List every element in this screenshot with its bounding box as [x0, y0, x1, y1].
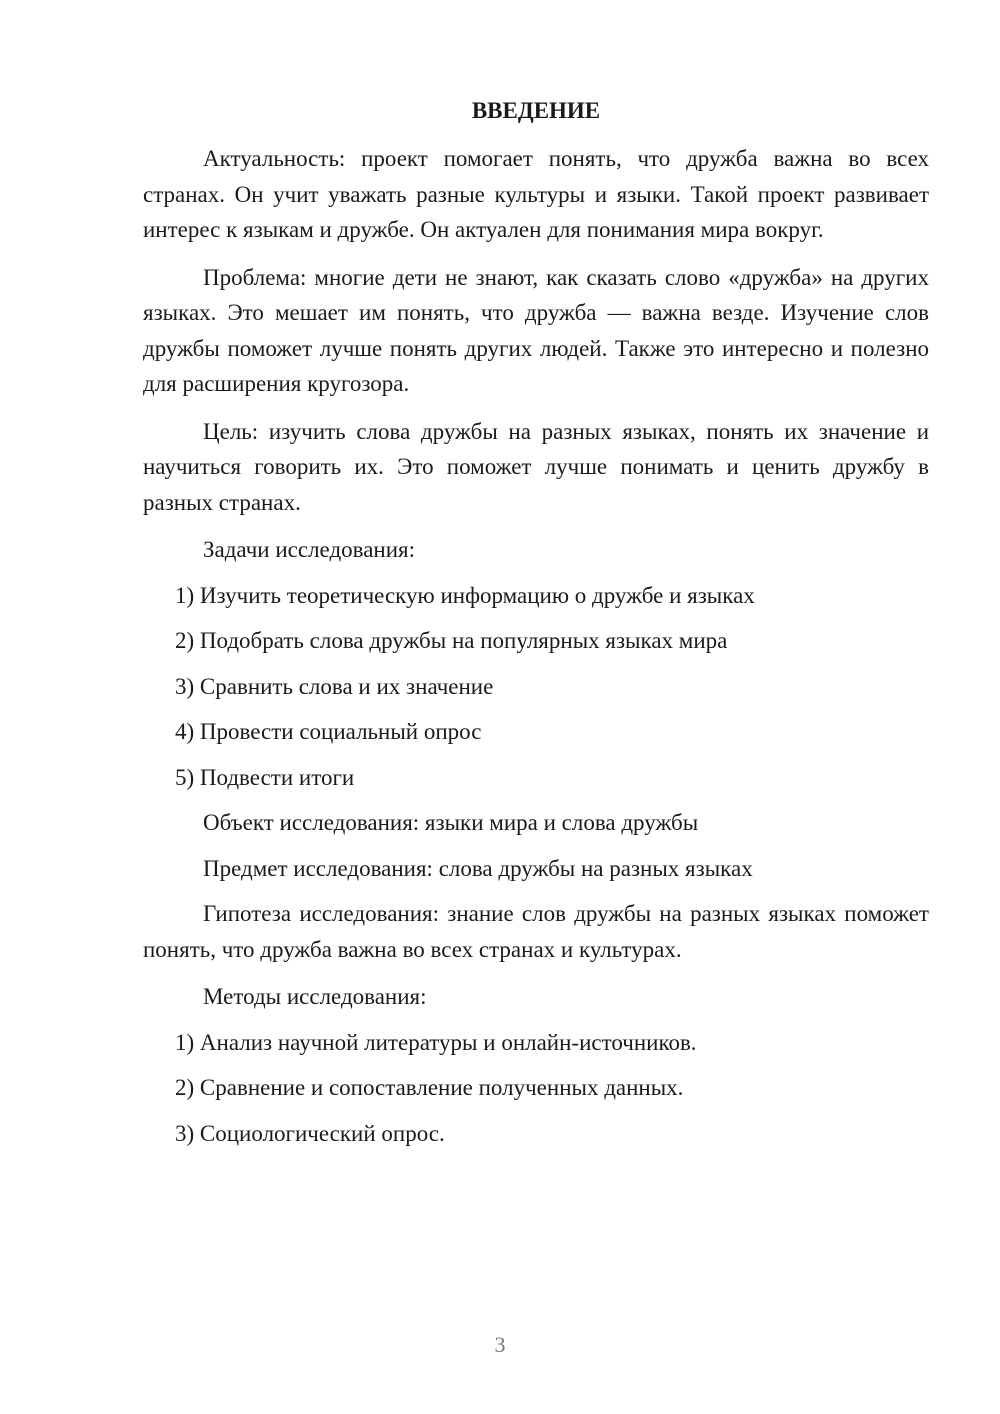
list-item: 1) Анализ научной литературы и онлайн-источников. [175, 1029, 697, 1055]
methods-heading: Методы исследования: [203, 984, 427, 1009]
section-title: ВВЕДЕНИЕ [471, 98, 601, 123]
list-item: 1) Изучить теоретическую информацию о дружбе и языках [175, 582, 755, 608]
relevance-paragraph: Актуальность: проект помогает понять, что дружба важна во всех странах. Он учит уважать разные культуры и языки. Такой проект развивает интерес к языкам и дружбе. Он актуален для понимания мира вокруг. [143, 146, 929, 242]
problem-paragraph: Проблема: многие дети не знают, как сказать слово «дружба» на других языках. Это мешает им понять, что дружба — важна везде. Изучение слов дружбы поможет лучше понять других людей. Также это интересно и полезно для расширения кругозора. [143, 264, 929, 396]
list-item: 2) Сравнение и сопоставление полученных данных. [175, 1075, 684, 1100]
object-line: Объект исследования: языки мира и слова дружбы [203, 810, 699, 835]
list-item: 5) Подвести итоги [175, 764, 355, 790]
tasks-heading: Задачи исследования: [203, 537, 416, 562]
list-item: 3) Социологический опрос. [175, 1120, 445, 1146]
hypothesis-paragraph: Гипотеза исследования: знание слов дружбы на разных языках поможет понять, что дружба важна во всех странах и культурах. [143, 901, 929, 962]
page-content [143, 93, 929, 1161]
goal-paragraph: Цель: изучить слова дружбы на разных языках, понять их значение и научиться говорить их. Это поможет лучше понимать и ценить дружбу в разных странах. [143, 418, 929, 515]
methods-list [143, 1025, 929, 1152]
list-item: 3) Сравнить слова и их значение [175, 673, 494, 699]
subject-line: Предмет исследования: слова дружбы на разных языках [203, 855, 753, 881]
list-item: 2) Подобрать слова дружбы на популярных языках мира [175, 628, 728, 653]
page-number: 3 [494, 1332, 506, 1357]
list-item: 4) Провести социальный опрос [175, 719, 482, 744]
tasks-list [143, 578, 929, 796]
